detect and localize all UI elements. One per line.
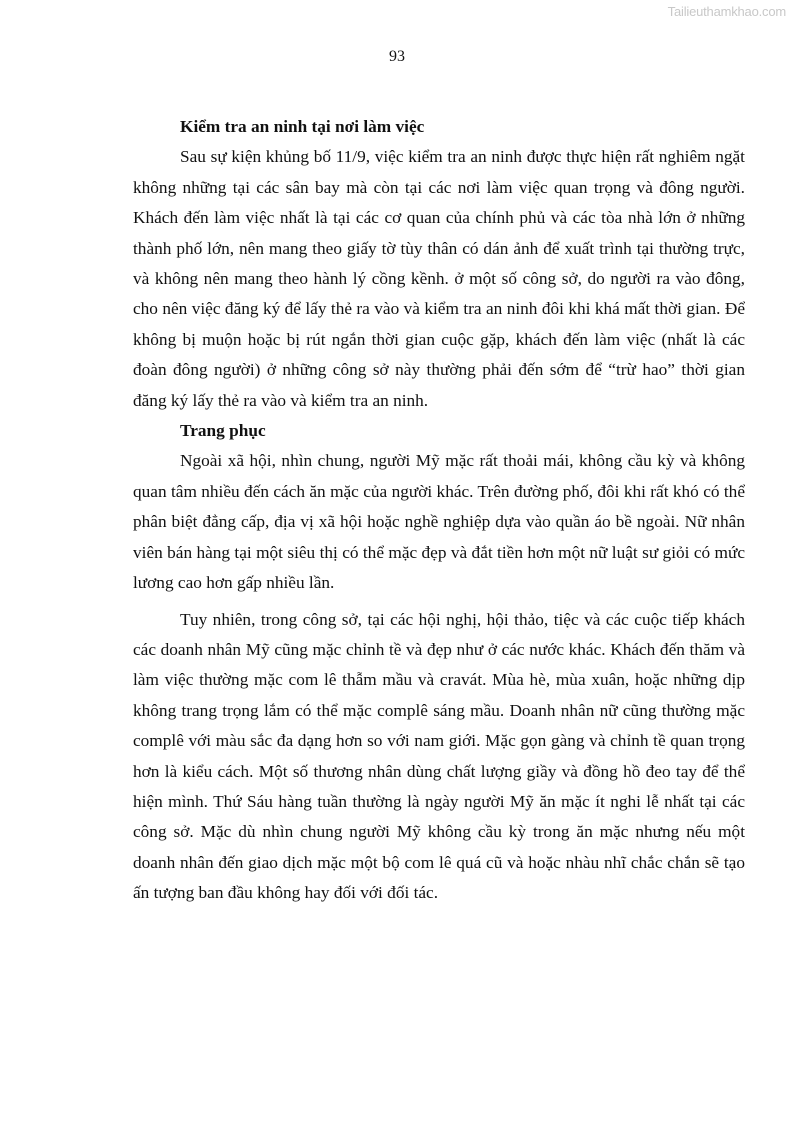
paragraph: Ngoài xã hội, nhìn chung, người Mỹ mặc rất thoải mái, không cầu kỳ và không quan tâm nhiều đến cách ăn mặc của người khác. Trên đường phố, đôi khi rất khó có thể phân biệt đẳng cấp, địa vị xã hội hoặc nghề nghiệp dựa vào quần áo bề ngoài. Nữ nhân viên bán hàng tại một siêu thị có thể mặc đẹp và đắt tiền hơn một nữ luật sư giỏi có mức lương cao hơn gấp nhiều lần. (133, 451, 745, 593)
section-security-check (133, 112, 745, 416)
section-heading: Kiểm tra an ninh tại nơi làm việc (180, 117, 425, 136)
document-body (133, 112, 745, 909)
section-dress (133, 416, 745, 909)
paragraph: Sau sự kiện khủng bố 11/9, việc kiểm tra an ninh được thực hiện rất nghiêm ngặt không những tại các sân bay mà còn tại các nơi làm việc quan trọng và đông người. Khách đến làm việc nhất là tại các cơ quan của chính phủ và các tòa nhà lớn ở những thành phố lớn, nên mang theo giấy tờ tùy thân có dán ảnh để xuất trình tại thường trực, và không nên mang theo hành lý cồng kềnh. ở một số công sở, do người ra vào đông, cho nên việc đăng ký để lấy thẻ ra vào và kiểm tra an ninh đôi khi khá mất thời gian. Để không bị muộn hoặc bị rút ngắn thời gian cuộc gặp, khách đến làm việc (nhất là các đoàn đông người) ở những công sở này thường phải đến sớm để “trừ hao” thời gian đăng ký lấy thẻ ra vào và kiểm tra an ninh. (133, 147, 745, 410)
page-number: 93 (389, 48, 405, 65)
paragraph: Tuy nhiên, trong công sở, tại các hội nghị, hội thảo, tiệc và các cuộc tiếp khách các doanh nhân Mỹ cũng mặc chỉnh tề và đẹp như ở các nước khác. Khách đến thăm và làm việc thường mặc com lê thẫm mầu và cravát. Mùa hè, mùa xuân, hoặc những dịp không trang trọng lắm có thể mặc complê sáng mầu. Doanh nhân nữ cũng thường mặc complê với màu sắc đa dạng hơn so với nam giới. Mặc gọn gàng và chỉnh tề quan trọng hơn là kiểu cách. Một số thương nhân dùng chất lượng giầy và đồng hồ đeo tay để thể hiện mình. Thứ Sáu hàng tuần thường là ngày người Mỹ ăn mặc ít nghi lễ nhất tại các công sở. Mặc dù nhìn chung người Mỹ không cầu kỳ trong ăn mặc nhưng nếu một doanh nhân đến giao dịch mặc một bộ com lê quá cũ và hoặc nhàu nhĩ chắc chắn sẽ tạo ấn tượng ban đầu không hay đối với đối tác. (133, 609, 745, 903)
section-heading: Trang phục (180, 421, 266, 441)
watermark: Tailieuthamkhao.com (667, 4, 786, 19)
